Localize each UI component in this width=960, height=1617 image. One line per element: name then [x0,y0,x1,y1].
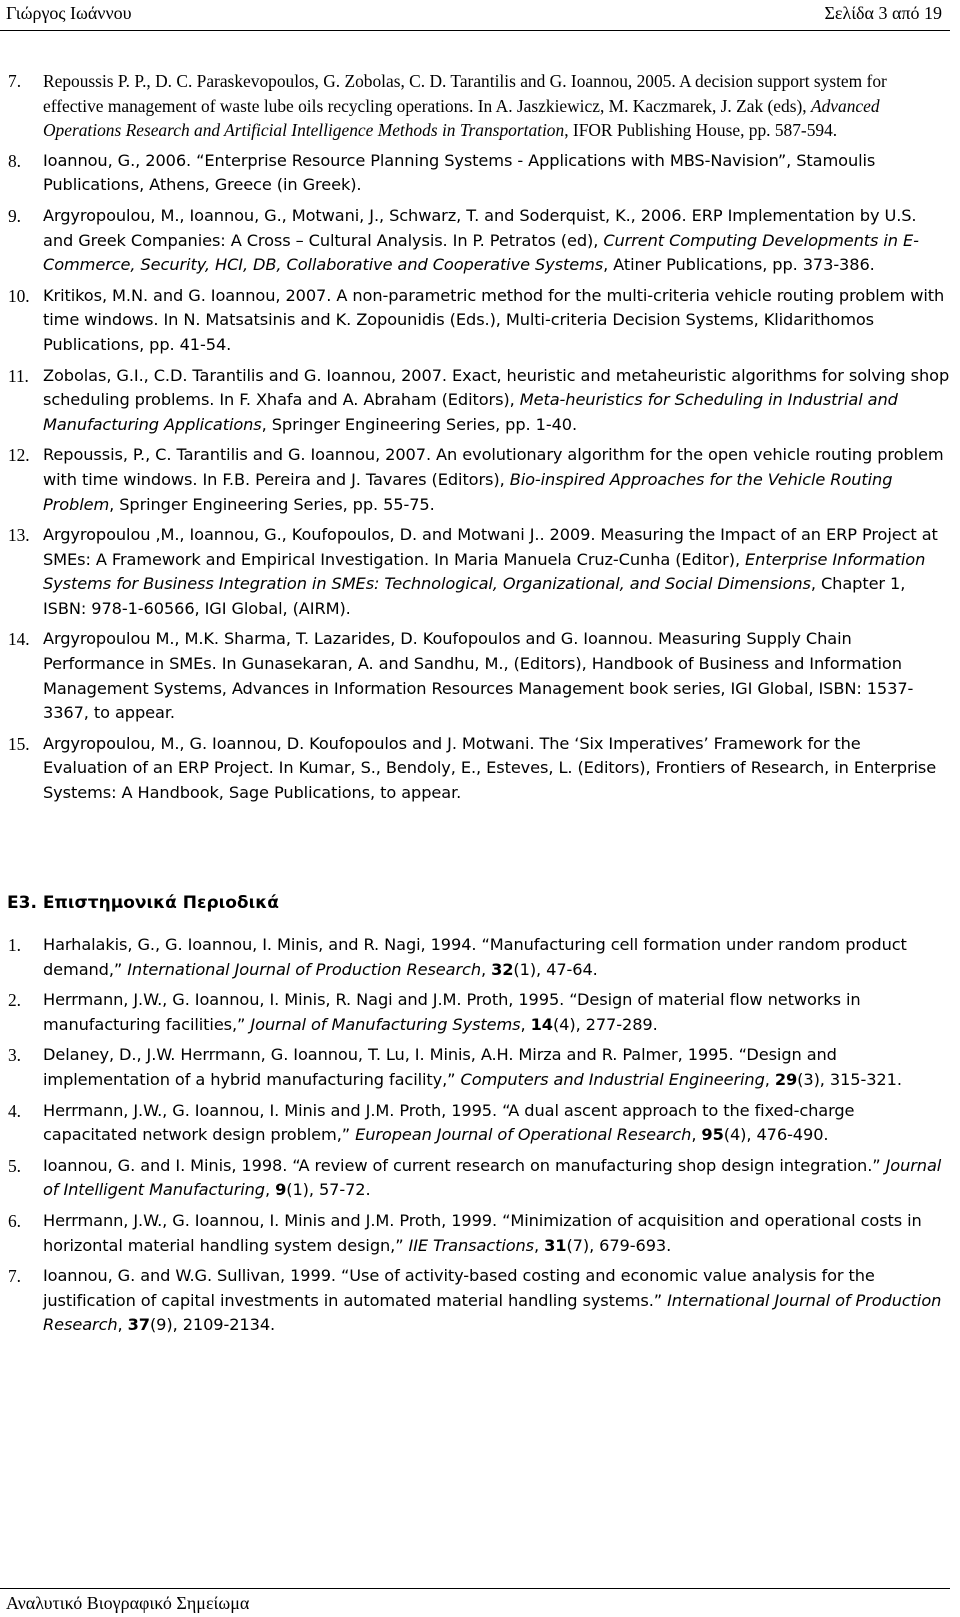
reference-number: 1. [8,935,21,955]
header-rule [0,30,950,31]
reference-item [0,149,950,198]
reference-item [0,443,950,517]
reference-volume: 14 [530,1014,553,1034]
reference-text: , [520,1014,531,1034]
reference-number: 2. [8,990,21,1011]
reference-source-title: Journal of Manufacturing Systems [250,1014,521,1034]
reference-text: , Atiner Publications, pp. 373-386. [603,255,875,275]
reference-source-title: Meta-heuristics for Scheduling in Industrial and Manufacturing Applications [43,390,898,434]
reference-text: Repoussis, P., C. Tarantilis and G. Ioannou, 2007. An evolutionary algorithm for the open vehicle routing problem with time windows. In F.B. Pereira and J. Tavares (Editors), [43,445,944,489]
reference-number: 4. [8,1100,21,1121]
reference-text: Zobolas, G.I., C.D. Tarantilis and G. Ioannou, 2007. Exact, heuristic and metaheuristic algorithms for solving shop scheduling problems. In F. Xhafa and A. Abraham (Editors), [43,365,950,410]
reference-item [0,69,950,143]
reference-text: Ioannou, G., 2006. “Enterprise Resource Planning Systems - Applications with MBS-Navision”, Stamoulis Publications, Athens, Greece (in Greek). [43,150,876,195]
reference-text: Herrmann, J.W., G. Ioannou, I. Minis and J.M. Proth, 1995. “A dual ascent approach to the fixed-charge capacitated network design problem,” [43,1100,855,1145]
reference-text: , Springer Engineering Series, pp. 55-75. [109,494,435,514]
reference-volume: 37 [127,1315,150,1335]
reference-text: Argyropoulou, M., Ioannou, G., Motwani, J., Schwarz, T. and Soderquist, K., 2006. ERP Implementation by U.S. and Greek Companies: A Cross – Cultural Analysis. In P. Petratos (ed), [43,205,917,250]
reference-item [0,627,950,725]
reference-number: 12. [8,445,30,466]
reference-item [0,1264,950,1338]
reference-item [0,1154,950,1203]
reference-number: 6. [8,1210,21,1231]
reference-text: Harhalakis, G., G. Ioannou, I. Minis, and R. Nagi, 1994. “Manufacturing cell formation under random product demand,” [43,935,907,979]
reference-source-title: IIE Transactions [408,1235,535,1255]
reference-source-title: Journal of Intelligent Manufacturing [43,1155,942,1200]
reference-source-title: European Journal of Operational Research [355,1125,692,1145]
reference-source-title: Computers and Industrial Engineering [460,1069,765,1089]
section-title: Ε3. Επιστημονικά Περιοδικά [7,893,279,913]
reference-text: Repoussis P. P., D. C. Paraskevopoulos, G. Zobolas, C. D. Tarantilis and G. Ioannou, 2005. A decision support system for effective management of waste lube oils recycling operations. In A. Jaszkiewicz, M. Kaczmarek, J. Zak (eds), [43,71,887,116]
reference-item [0,1209,950,1258]
reference-text: Delaney, D., J.W. Herrmann, G. Ioannou, T. Lu, I. Minis, A.H. Mirza and R. Palmer, 1995. “Design and implementation of a hybrid manufacturing facility,” [43,1045,837,1089]
reference-text: (4), 476-490. [723,1125,829,1145]
reference-item [0,1043,950,1092]
reference-number: 3. [8,1045,21,1066]
journal-references [0,933,950,1344]
reference-volume: 95 [701,1125,724,1145]
reference-item [0,364,950,438]
reference-item [0,1099,950,1148]
header-page-number: Σελίδα 3 από 19 [824,3,942,23]
reference-item [0,284,950,358]
reference-text: Argyropoulou ,M., Ioannou, G., Koufopoulos, D. and Motwani J.. 2009. Measuring the Impact of an ERP Project at SMEs: A Framework and Empirical Investigation. In Maria Manuela Cruz-Cunha (Editor), [43,525,938,569]
reference-text: (7), 679-693. [566,1235,672,1255]
reference-source-title: Current Computing Developments in E-Commerce, Security, HCI, DB, Collaborative and Cooperative Systems [43,230,919,275]
reference-number: 14. [8,629,30,650]
reference-number: 10. [8,285,30,306]
reference-text: , [264,1180,276,1200]
reference-number: 7. [8,71,22,91]
reference-text: Argyropoulou, M., G. Ioannou, D. Koufopoulos and J. Motwani. The ‘Six Imperatives’ Framework for the Evaluation of an ERP Project. In Kumar, S., Bendoly, E., Esteves, L. (Editors), Frontiers of Research, in Enterprise Systems: A Handbook, Sage Publications, to appear. [43,733,937,803]
footer-rule [0,1588,950,1589]
reference-text: Herrmann, J.W., G. Ioannou, I. Minis and J.M. Proth, 1999. “Minimization of acquisition and operational costs in horizontal material handling system design,” [43,1210,922,1255]
reference-text: Herrmann, J.W., G. Ioannou, I. Minis, R. Nagi and J.M. Proth, 1995. “Design of material flow networks in manufacturing facilities,” [43,990,861,1034]
reference-text: , [691,1125,702,1145]
reference-source-title: Bio-inspired Approaches for the Vehicle Routing Problem [43,469,893,514]
reference-item [0,204,950,278]
reference-volume: 32 [491,959,514,979]
reference-source-title: Enterprise Information Systems for Business Integration in SMEs: Technological, Organizational, and Social Dimensions [43,549,926,594]
reference-volume: 31 [544,1235,567,1255]
reference-text: Kritikos, M.N. and G. Ioannou, 2007. A non-parametric method for the multi-criteria vehicle routing problem with time windows. In N. Matsatsinis and K. Zopounidis (Eds.), Multi-criteria Decision Systems, Klidarithomos Publications, pp. 41-54. [43,285,945,354]
reference-text: (1), 57-72. [286,1180,371,1200]
reference-text: (9), 2109-2134. [149,1315,276,1335]
reference-number: 15. [8,733,30,754]
reference-number: 11. [8,365,29,386]
page-footer [0,1584,960,1617]
reference-text: Argyropoulou M., M.K. Sharma, T. Lazarides, D. Koufopoulos and G. Ioannou. Measuring Supply Chain Performance in SMEs. In Gunasekaran, A. and Sandhu, M., (Editors), Handbook of Business and Information Management Systems, Advances in Information Resources Management book series, IGI Global, ISBN: 1537-3367, to appear. [43,629,914,723]
header-author: Γιώργος Ιωάννου [6,3,132,23]
reference-text: , Springer Engineering Series, pp. 1-40. [261,414,578,434]
reference-text: (4), 277-289. [552,1014,658,1034]
reference-item [0,523,950,621]
reference-text: (1), 47-64. [513,959,598,979]
book-chapter-references [0,69,950,812]
reference-text: , IFOR Publishing House, pp. 587-594. [564,120,838,141]
reference-source-title: Advanced Operations Research and Artificial Intelligence Methods in Transportation [43,95,880,141]
reference-text: (3), 315-321. [797,1069,902,1089]
reference-item [0,988,950,1037]
page-header [0,0,960,32]
reference-number: 5. [8,1155,21,1176]
reference-volume: 29 [774,1069,798,1089]
reference-text: , [534,1235,545,1255]
footer-title: Αναλυτικό Βιογραφικό Σημείωμα [6,1593,250,1613]
reference-text: Ioannou, G. and I. Minis, 1998. “A review of current research on manufacturing shop design integration.” [43,1155,886,1175]
reference-text: , [764,1069,775,1089]
reference-item [0,732,950,806]
reference-text: , [481,959,492,979]
reference-text: , Chapter 1, ISBN: 978-1-60566, IGI Global, (AIRM). [43,574,906,618]
reference-number: 9. [8,205,21,226]
reference-text: Ioannou, G. and W.G. Sullivan, 1999. “Use of activity-based costing and economic value analysis for the justification of capital investments in automated material handling systems.” [43,1266,875,1310]
reference-item [0,933,950,982]
reference-source-title: International Journal of Production Research [127,959,481,979]
reference-number: 8. [8,150,21,171]
reference-text: , [117,1315,128,1335]
reference-volume: 9 [275,1180,287,1200]
reference-number: 13. [8,525,30,546]
reference-source-title: International Journal of Production Research [43,1290,942,1335]
reference-number: 7. [8,1266,21,1287]
